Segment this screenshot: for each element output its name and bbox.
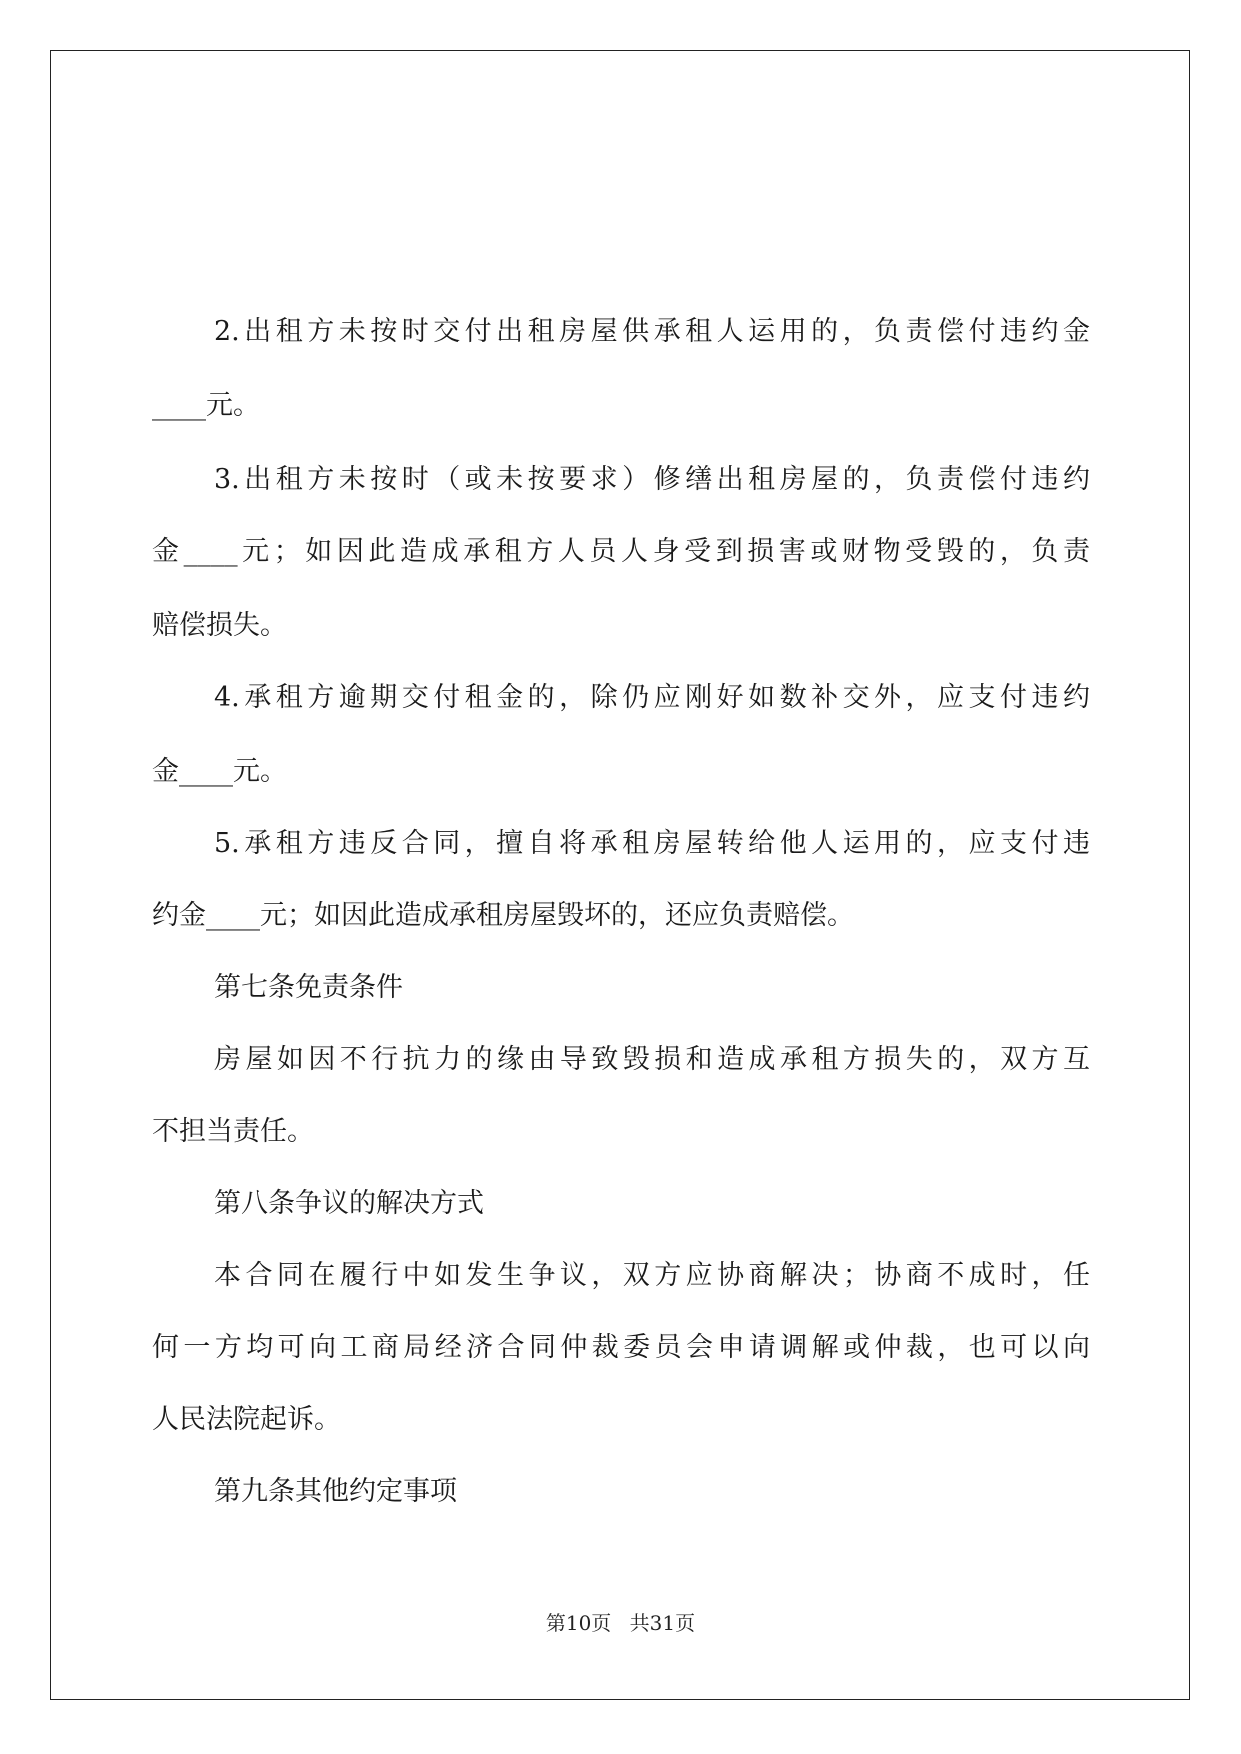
- text-line: 不担当责任。: [152, 1116, 314, 1147]
- text-line: 本合同在履行中如发生争议，双方应协商解决；协商不成时，任: [214, 1260, 1090, 1291]
- text-line: 4.承租方逾期交付租金的，除仍应刚好如数补交外，应支付违约: [214, 682, 1090, 713]
- text-line: ____元。: [152, 390, 260, 421]
- text-line: 人民法院起诉。: [152, 1404, 341, 1435]
- text-line: 2.出租方未按时交付出租房屋供承租人运用的，负责偿付违约金: [214, 316, 1090, 347]
- text-line: 约金____元；如因此造成承租房屋毁坏的，还应负责赔偿。: [152, 900, 854, 931]
- section-heading: 第八条争议的解决方式: [214, 1188, 484, 1219]
- page-number: 第10页: [545, 1611, 612, 1635]
- page-border: [50, 50, 1190, 1700]
- section-heading: 第九条其他约定事项: [214, 1476, 457, 1507]
- text-line: 房屋如因不行抗力的缘由导致毁损和造成承租方损失的，双方互: [214, 1044, 1090, 1075]
- page-total: 共31页: [629, 1611, 696, 1635]
- text-line: 3.出租方未按时（或未按要求）修缮出租房屋的，负责偿付违约: [214, 464, 1090, 495]
- text-line: 5.承租方违反合同，擅自将承租房屋转给他人运用的，应支付违: [214, 828, 1090, 859]
- page-footer: [0, 1607, 1241, 1636]
- text-line: 赔偿损失。: [152, 610, 287, 641]
- text-line: 金____元；如因此造成承租方人员人身受到损害或财物受毁的，负责: [152, 536, 1090, 567]
- text-line: 何一方均可向工商局经济合同仲裁委员会申请调解或仲裁，也可以向: [152, 1332, 1090, 1363]
- section-heading: 第七条免责条件: [214, 972, 403, 1003]
- text-line: 金____元。: [152, 756, 287, 787]
